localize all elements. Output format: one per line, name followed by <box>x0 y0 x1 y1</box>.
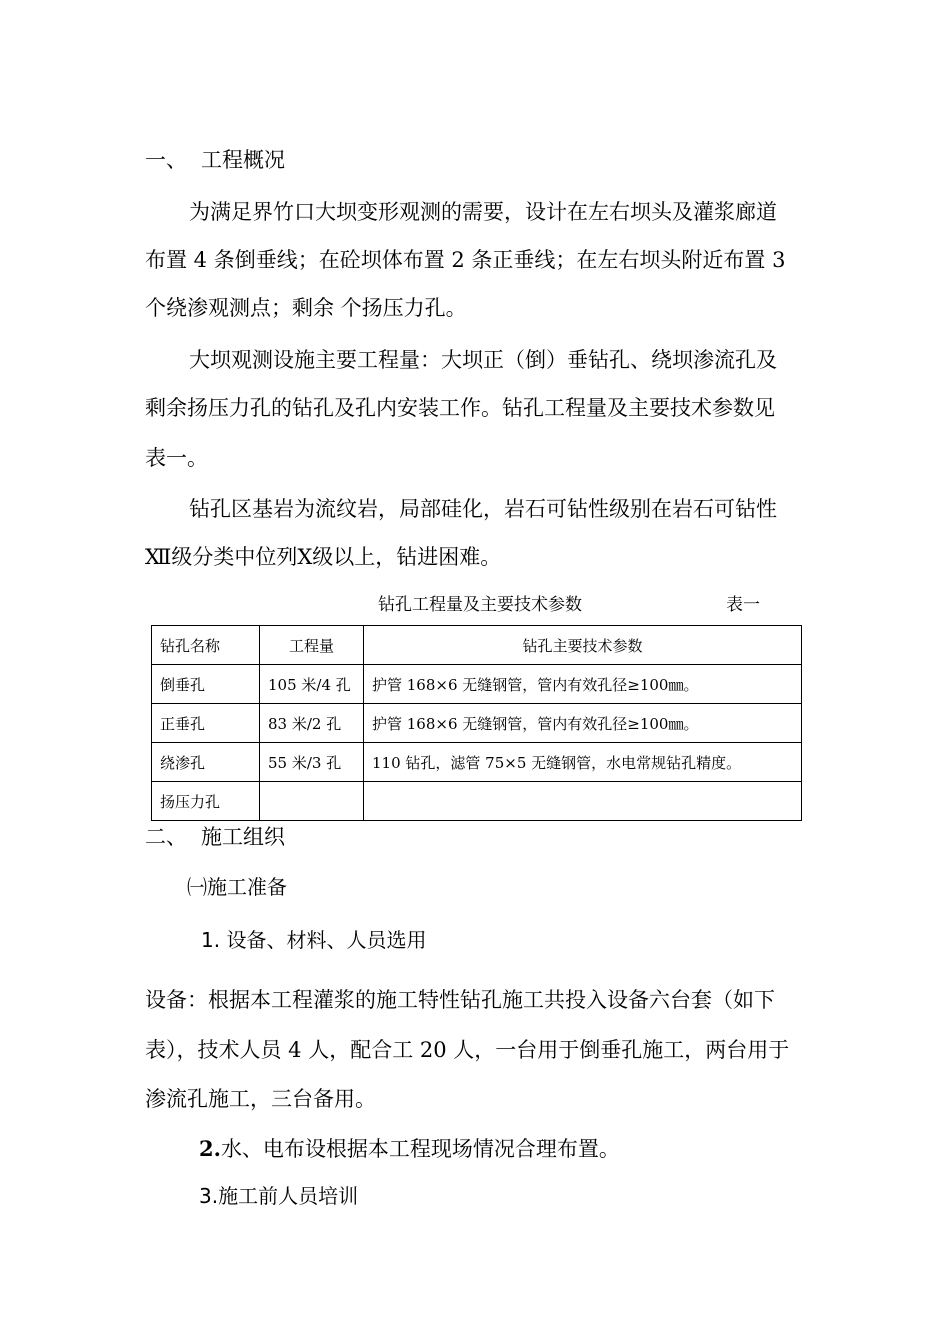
table-cell <box>364 782 802 821</box>
drilling-parameters-table <box>151 625 802 821</box>
paragraph-line: 钻孔区基岩为流纹岩，局部硅化，岩石可钻性级别在岩石可钻性 <box>189 497 777 521</box>
table-cell: 绕渗孔 <box>152 743 260 782</box>
subsection-heading: ㈠施工准备 <box>187 875 287 899</box>
table-cell: 55 米/3 孔 <box>260 743 364 782</box>
table-header-row <box>152 626 802 665</box>
section-2-heading <box>145 822 285 852</box>
table-number: 表一 <box>726 595 760 615</box>
table-row <box>152 665 802 704</box>
item-2-text: 水、电布设根据本工程现场情况合理布置。 <box>220 1137 620 1161</box>
table-row <box>152 743 802 782</box>
table-cell: 83 米/2 孔 <box>260 704 364 743</box>
table-caption: 钻孔工程量及主要技术参数 <box>378 595 582 615</box>
item-2-number: 2. <box>199 1136 221 1161</box>
table-cell: 105 米/4 孔 <box>260 665 364 704</box>
paragraph-line: 为满足界竹口大坝变形观测的需要，设计在左右坝头及灌浆廊道 <box>189 200 777 224</box>
table-cell: 护管 168×6 无缝钢管，管内有效孔径≥100㎜。 <box>364 665 802 704</box>
paragraph-line: 表一。 <box>145 446 208 470</box>
table-row <box>152 782 802 821</box>
section-1-title: 工程概况 <box>201 148 285 172</box>
table-cell: 护管 168×6 无缝钢管，管内有效孔径≥100㎜。 <box>364 704 802 743</box>
table-row <box>152 704 802 743</box>
table-cell <box>260 782 364 821</box>
item-2-line <box>199 1134 620 1164</box>
item-heading: 1. 设备、材料、人员选用 <box>201 928 427 952</box>
table-cell: 正垂孔 <box>152 704 260 743</box>
paragraph-line: 表），技术人员 4 人，配合工 20 人，一台用于倒垂孔施工，两台用于 <box>145 1038 790 1062</box>
paragraph-line: 剩余扬压力孔的钻孔及孔内安装工作。钻孔工程量及主要技术参数见 <box>145 396 775 420</box>
paragraph-line: 布置 4 条倒垂线；在砼坝体布置 2 条正垂线；在左右坝头附近布置 3 <box>145 248 786 272</box>
table-cell: 扬压力孔 <box>152 782 260 821</box>
section-1-heading <box>145 145 285 175</box>
table-header-cell: 钻孔主要技术参数 <box>364 626 802 665</box>
item-heading: 3.施工前人员培训 <box>199 1184 359 1208</box>
table-cell: 倒垂孔 <box>152 665 260 704</box>
table-cell: 110 钻孔，滤管 75×5 无缝钢管，水电常规钻孔精度。 <box>364 743 802 782</box>
table-header-cell: 工程量 <box>260 626 364 665</box>
paragraph-line: 渗流孔施工，三台备用。 <box>145 1087 376 1111</box>
table-header-cell: 钻孔名称 <box>152 626 260 665</box>
section-2-number: 二、 <box>145 825 187 849</box>
paragraph-line: Ⅻ级分类中位列Ⅹ级以上，钻进困难。 <box>145 545 502 569</box>
paragraph-line: 个绕渗观测点；剩余 个扬压力孔。 <box>145 296 467 320</box>
paragraph-line: 大坝观测设施主要工程量：大坝正（倒）垂钻孔、绕坝渗流孔及 <box>189 348 777 372</box>
paragraph-line: 设备：根据本工程灌浆的施工特性钻孔施工共投入设备六台套（如下 <box>145 988 775 1012</box>
section-2-title: 施工组织 <box>201 825 285 849</box>
section-1-number: 一、 <box>145 148 187 172</box>
